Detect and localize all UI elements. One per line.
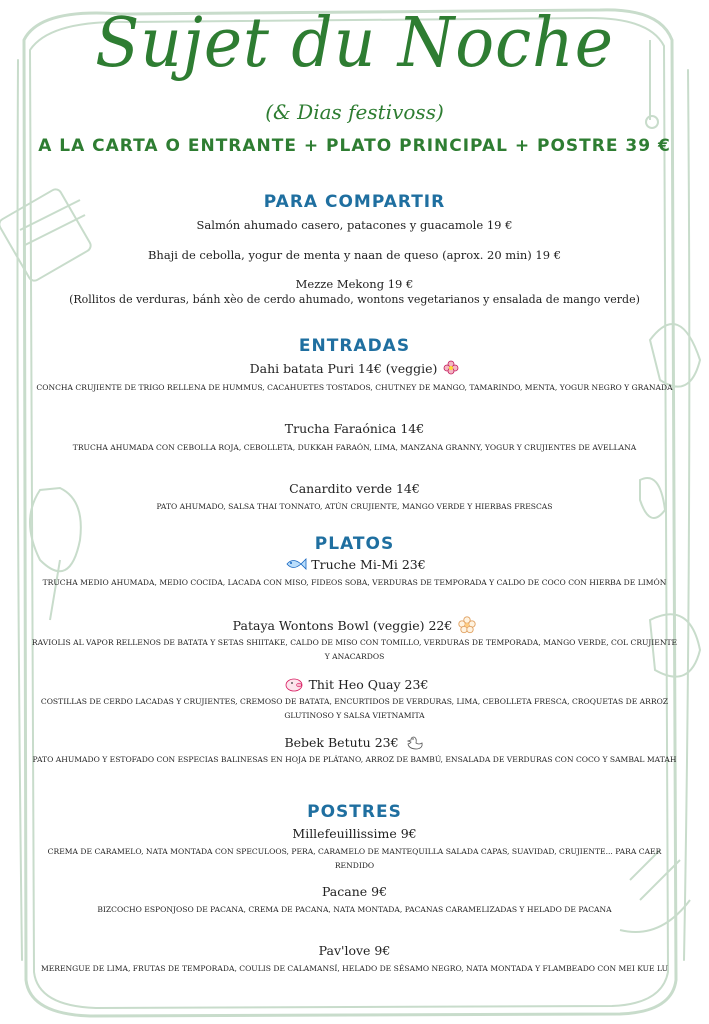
dish-title: Trucha Faraónica 14€ (284, 421, 425, 436)
dish-title (20, 676, 689, 695)
section-heading-platos: PLATOS (314, 534, 395, 554)
dish-description: PATO AHUMADO, SALSA THAI TONNATO, ATÚN CRUJIENTE, MANGO VERDE Y HIERBAS FRESCAS (156, 502, 553, 511)
share-item-bhaji: Bhaji de cebolla, yogur de menta y naan de queso (aprox. 20 min) 19 € (147, 248, 562, 262)
dish-name: Pataya Wontons Bowl (veggie) 22€ (232, 618, 453, 633)
dish-description: BIZCOCHO ESPONJOSO DE PACANA, CREMA DE PACANA, NATA MONTADA, PACANAS CARAMELIZADAS Y HELADO DE PACANA (97, 905, 612, 914)
dish-description: TRUCHA MEDIO AHUMADA, MEDIO COCIDA, LACADA CON MISO, FIDEOS SOBA, VERDURAS DE TEMPORADA Y CALDO DE COCO CON HIERBA DE LIMÓN (42, 578, 667, 587)
dish-description: COSTILLAS DE CERDO LACADAS Y CRUJIENTES, CREMOSO DE BATATA, ENCURTIDOS DE VERDURAS, LIMA, CEBOLLETA FRESCA, CROQUETAS DE ARROZ GLUTINOSO Y SALSA VIETNAMITA (40, 697, 669, 720)
dish-title (20, 616, 689, 637)
menu-subtitle: (& Dias festivoss) (265, 100, 444, 124)
flower-icon (443, 360, 459, 379)
section-heading-compartir: PARA COMPARTIR (263, 192, 446, 212)
duck-icon (405, 734, 425, 753)
dish-title (20, 734, 689, 753)
dish-title: Pacane 9€ (321, 884, 388, 899)
flower-outline-icon (458, 616, 476, 637)
dish-title (20, 556, 689, 575)
dish-description: PATO AHUMADO Y ESTOFADO CON ESPECIAS BALINESAS EN HOJA DE PLÁTANO, ARROZ DE BAMBÚ, ENSALADA DE VERDURAS CON COCO Y SAMBAL MATAH (32, 755, 677, 764)
dish-name: Thit Heo Quay 23€ (308, 677, 429, 692)
share-item-mezze-desc: (Rollitos de verduras, bánh xèo de cerdo ahumado, wontons vegetarianos y ensalada de mango verde) (69, 293, 640, 306)
dish-title: Millefeuillissime 9€ (292, 826, 417, 841)
dish-title: Pav'love 9€ (318, 943, 391, 958)
menu-title: Sujet du Noche (95, 4, 614, 83)
dish-description: CONCHA CRUJIENTE DE TRIGO RELLENA DE HUMMUS, CACAHUETES TOSTADOS, CHUTNEY DE MANGO, TAMARINDO, MENTA, YOGUR NEGRO Y GRANADA (36, 383, 673, 392)
dish-name: Bebek Betutu 23€ (284, 735, 399, 750)
dish-description: TRUCHA AHUMADA CON CEBOLLA ROJA, CEBOLLETA, DUKKAH FARAÓN, LIMA, MANZANA GRANNY, YOGUR Y CRUJIENTES DE AVELLANA (72, 443, 637, 452)
dish-description: RAVIOLIS AL VAPOR RELLENOS DE BATATA Y SETAS SHIITAKE, CALDO DE MISO CON TOMILLO, VERDURAS DE TEMPORADA, MANGO VERDE, COL CRUJIENTE Y ANACARDOS (31, 638, 678, 661)
dish-description: MERENGUE DE LIMA, FRUTAS DE TEMPORADA, COULIS DE CALAMANSÍ, HELADO DE SÉSAMO NEGRO, NATA MONTADA Y FLAMBEADO CON MEI KUE LU (40, 964, 669, 973)
section-heading-entradas: ENTRADAS (298, 336, 411, 356)
fish-icon (285, 556, 307, 575)
dish-title (20, 360, 689, 379)
dish-description: CREMA DE CARAMELO, NATA MONTADA CON SPECULOOS, PERA, CARAMELO DE MANTEQUILLA SALADA CAPAS, SUAVIDAD, CRUJIENTE... PARA CAER RENDIDO (47, 847, 662, 870)
share-item-mezze: Mezze Mekong 19 € (295, 277, 414, 291)
share-item-salmon: Salmón ahumado casero, patacones y guacamole 19 € (196, 218, 513, 232)
section-heading-postres: POSTRES (307, 802, 402, 822)
pig-icon (283, 676, 305, 695)
dish-name: Truche Mi-Mi 23€ (311, 557, 426, 572)
dish-title: Canardito verde 14€ (289, 481, 420, 496)
dish-name: Dahi batata Puri 14€ (veggie) (249, 361, 438, 376)
price-tagline: A LA CARTA O ENTRANTE + PLATO PRINCIPAL + POSTRE 39 € (38, 136, 671, 156)
